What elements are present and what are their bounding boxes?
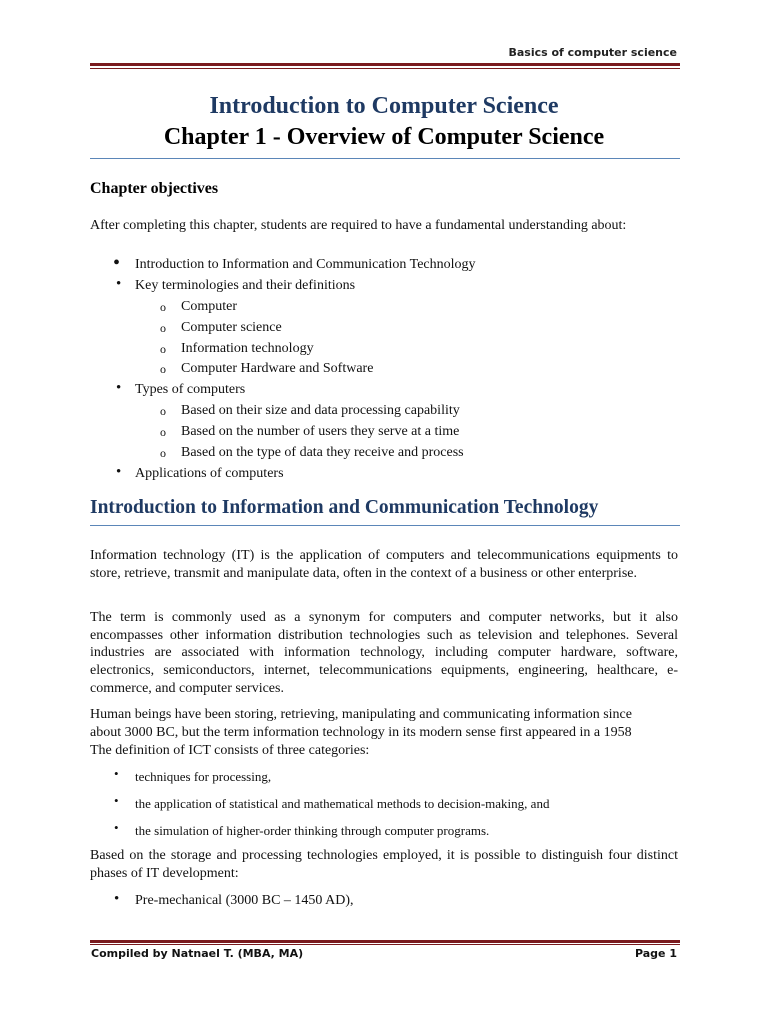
page-number: Page 1 — [634, 947, 677, 960]
bullet-icon: • — [116, 276, 122, 292]
list-item: Key terminologies and their definitions — [135, 278, 356, 293]
list-item: Introduction to Information and Communication Technology — [135, 257, 476, 272]
title-rule — [90, 158, 680, 159]
list-item: the application of statistical and mathematical methods to decision-making, and — [135, 796, 550, 811]
list-item: Types of computers — [135, 382, 246, 397]
sub-bullet-icon: o — [160, 300, 166, 314]
bullet-icon: • — [116, 464, 122, 480]
paragraph-line: Human beings have been storing, retrieving, manipulating and communicating information since — [90, 707, 632, 722]
list-item: Applications of computers — [135, 466, 284, 481]
bullet-icon: • — [114, 793, 119, 808]
sub-bullet-icon: o — [160, 425, 166, 439]
paragraph: Information technology (IT) is the application of computers and telecommunications equipments to store, retrieve, transmit and manipulate data, often in the context of a business or other enterprise. — [90, 548, 678, 581]
list-item: Based on the number of users they serve at a time — [181, 424, 460, 439]
list-item: Computer science — [181, 320, 282, 335]
bullet-icon: • — [114, 891, 120, 907]
footer-rule-thick — [90, 940, 680, 943]
list-item: Pre-mechanical (3000 BC – 1450 AD), — [135, 893, 354, 908]
section-rule — [90, 525, 680, 526]
sub-bullet-icon: o — [160, 446, 166, 460]
bullet-icon: • — [113, 252, 121, 274]
list-item: Information technology — [181, 341, 314, 356]
header-rule-thin — [90, 68, 680, 69]
footer-author: Compiled by Natnael T. (MBA, MA) — [91, 947, 304, 960]
chapter-title: Chapter 1 - Overview of Computer Science — [163, 124, 605, 150]
bullet-icon: • — [114, 820, 119, 835]
list-item: Computer — [181, 299, 237, 314]
sub-bullet-icon: o — [160, 321, 166, 335]
list-item: techniques for processing, — [135, 769, 272, 784]
paragraph-line: The definition of ICT consists of three categories: — [90, 743, 370, 758]
list-item: Based on the type of data they receive and process — [181, 445, 464, 460]
list-item: Based on their size and data processing capability — [181, 403, 460, 418]
document-title: Introduction to Computer Science — [209, 93, 559, 119]
list-item: the simulation of higher-order thinking through computer programs. — [135, 823, 490, 838]
paragraph-line: about 3000 BC, but the term information technology in its modern sense first appeared in a 1958 — [90, 725, 632, 740]
objectives-heading: Chapter objectives — [90, 180, 219, 197]
sub-bullet-icon: o — [160, 362, 166, 376]
paragraph: The term is commonly used as a synonym for computers and computer networks, but it also encompasses other information distribution technologies such as television and telephones. Several industries are associated with information technology, including computer hardware, software, electronics, semiconductors, internet, telecommunications equipments, engineering, healthcare, e-commerce, and computer services. — [90, 610, 678, 696]
sub-bullet-icon: o — [160, 342, 166, 356]
paragraph: Based on the storage and processing technologies employed, it is possible to distinguish four distinct phases of IT development: — [90, 848, 678, 881]
running-header: Basics of computer science — [508, 46, 677, 59]
sub-bullet-icon: o — [160, 404, 166, 418]
section-heading: Introduction to Information and Communication Technology — [90, 497, 599, 518]
objectives-intro: After completing this chapter, students are required to have a fundamental understanding about: — [90, 218, 627, 233]
bullet-icon: • — [116, 380, 122, 396]
bullet-icon: • — [114, 766, 119, 781]
footer-rule-thin — [90, 944, 680, 945]
header-rule-thick — [90, 63, 680, 66]
list-item: Computer Hardware and Software — [181, 361, 374, 376]
